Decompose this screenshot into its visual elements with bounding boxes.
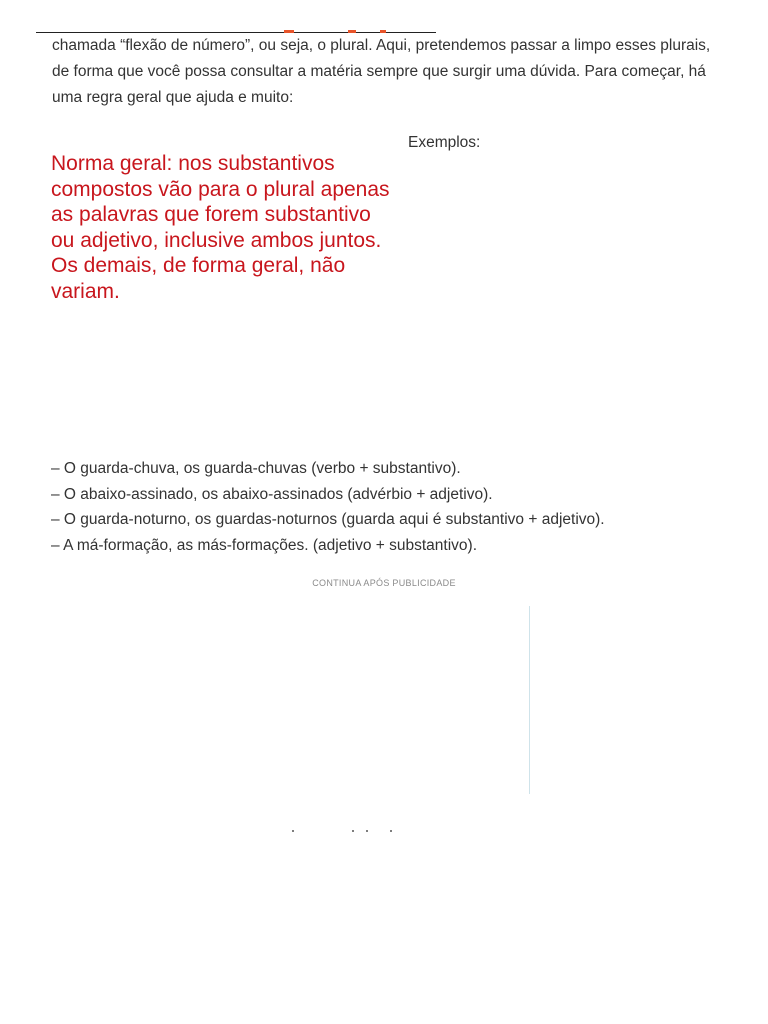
example-item: – O guarda-chuva, os guarda-chuvas (verbo + substantivo). (51, 460, 461, 477)
ad-notice-label: CONTINUA APÓS PUBLICIDADE (312, 578, 456, 588)
example-item: – O guarda-noturno, os guardas-noturnos (guarda aqui é substantivo + adjetivo). (51, 511, 605, 529)
examples-list (51, 456, 731, 558)
example-item: – O abaixo-assinado, os abaixo-assinados (advérbio + adjetivo). (51, 485, 493, 503)
examples-label: Exemplos: (408, 134, 481, 151)
text-fragment-dot (352, 830, 354, 832)
ad-border (529, 606, 530, 794)
text-fragment-dot (390, 830, 392, 832)
loading-text-fragment (290, 830, 400, 834)
general-rule-highlight: Norma geral: nos substantivos compostos vão para o plural apenas as palavras que forem substantivo ou adjetivo, inclusive ambos juntos. Os demais, de forma geral, não variam. (51, 152, 390, 303)
example-item: – A má-formação, as más-formações. (adjetivo + substantivo). (51, 536, 478, 554)
text-fragment-dot (366, 830, 368, 832)
article-intro-paragraph: chamada “flexão de número”, ou seja, o plural. Aqui, pretendemos passar a limpo esses plurais, de forma que você possa consultar a matéria sempre que surgir uma dúvida. Para começar, há uma regra geral que ajuda e muito: (52, 37, 711, 106)
text-fragment-dot (292, 830, 294, 832)
advertisement-slot[interactable] (236, 606, 530, 794)
